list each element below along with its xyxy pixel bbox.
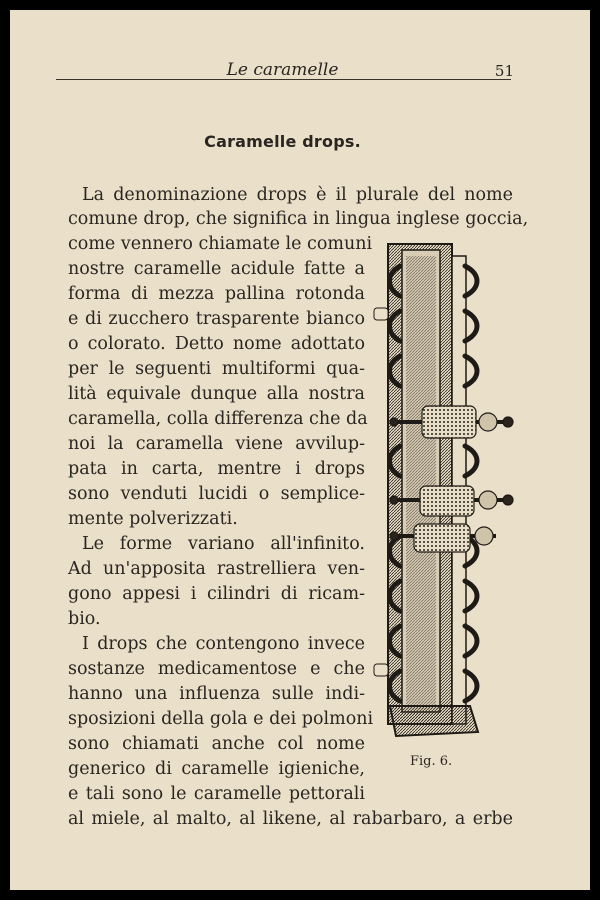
text-line: bio. bbox=[68, 609, 101, 629]
text-line: per le seguenti multiformi qua- bbox=[68, 359, 365, 379]
text-line: La denominazione drops è il plurale del nome bbox=[82, 185, 513, 205]
text-line: I drops che contengono invece bbox=[82, 634, 365, 654]
text-line: pata in carta, mentre i drops bbox=[68, 459, 365, 479]
text-line: sposizioni della gola e dei polmoni bbox=[68, 709, 374, 729]
text-line: Le forme variano all'infinito. bbox=[82, 534, 365, 554]
running-head-title: Le caramelle bbox=[226, 60, 339, 80]
figure-caption: Fig. 6. bbox=[410, 754, 453, 769]
book-page bbox=[10, 10, 590, 890]
header-rule bbox=[56, 79, 511, 80]
text-line: forma di mezza pallina rotonda bbox=[68, 284, 365, 304]
section-heading: Caramelle drops. bbox=[204, 132, 361, 151]
text-line: o colorato. Detto nome adottato bbox=[68, 334, 365, 354]
text-line: sono venduti lucidi o semplice- bbox=[68, 484, 365, 504]
text-line: al miele, al malto, al likene, al rabarbaro, a erbe bbox=[68, 809, 513, 829]
page-number: 51 bbox=[494, 62, 514, 80]
text-line: lità equivale dunque alla nostra bbox=[68, 384, 365, 404]
text-line: e tali sono le caramelle pettorali bbox=[68, 784, 365, 804]
rack-with-rollers-illustration bbox=[370, 236, 515, 746]
text-line: mente polverizzati. bbox=[68, 509, 238, 529]
text-line: comune drop, che significa in lingua inglese goccia, bbox=[68, 209, 529, 229]
text-line: noi la caramella viene avvilup- bbox=[68, 434, 365, 454]
text-line: caramella, colla differenza che da bbox=[68, 409, 368, 429]
text-line: e di zucchero trasparente bianco bbox=[68, 309, 365, 329]
text-line: gono appesi i cilindri di ricam- bbox=[68, 584, 365, 604]
text-line: hanno una influenza sulle indi- bbox=[68, 684, 365, 704]
running-head bbox=[10, 60, 590, 80]
text-line: nostre caramelle acidule fatte a bbox=[68, 259, 365, 279]
text-line: Ad un'apposita rastrelliera ven- bbox=[68, 559, 365, 579]
text-line: sostanze medicamentose e che bbox=[68, 659, 365, 679]
text-line: sono chiamati anche col nome bbox=[68, 734, 365, 754]
text-line: generico di caramelle igieniche, bbox=[68, 759, 365, 779]
text-line: come vennero chiamate le comuni bbox=[68, 234, 373, 254]
